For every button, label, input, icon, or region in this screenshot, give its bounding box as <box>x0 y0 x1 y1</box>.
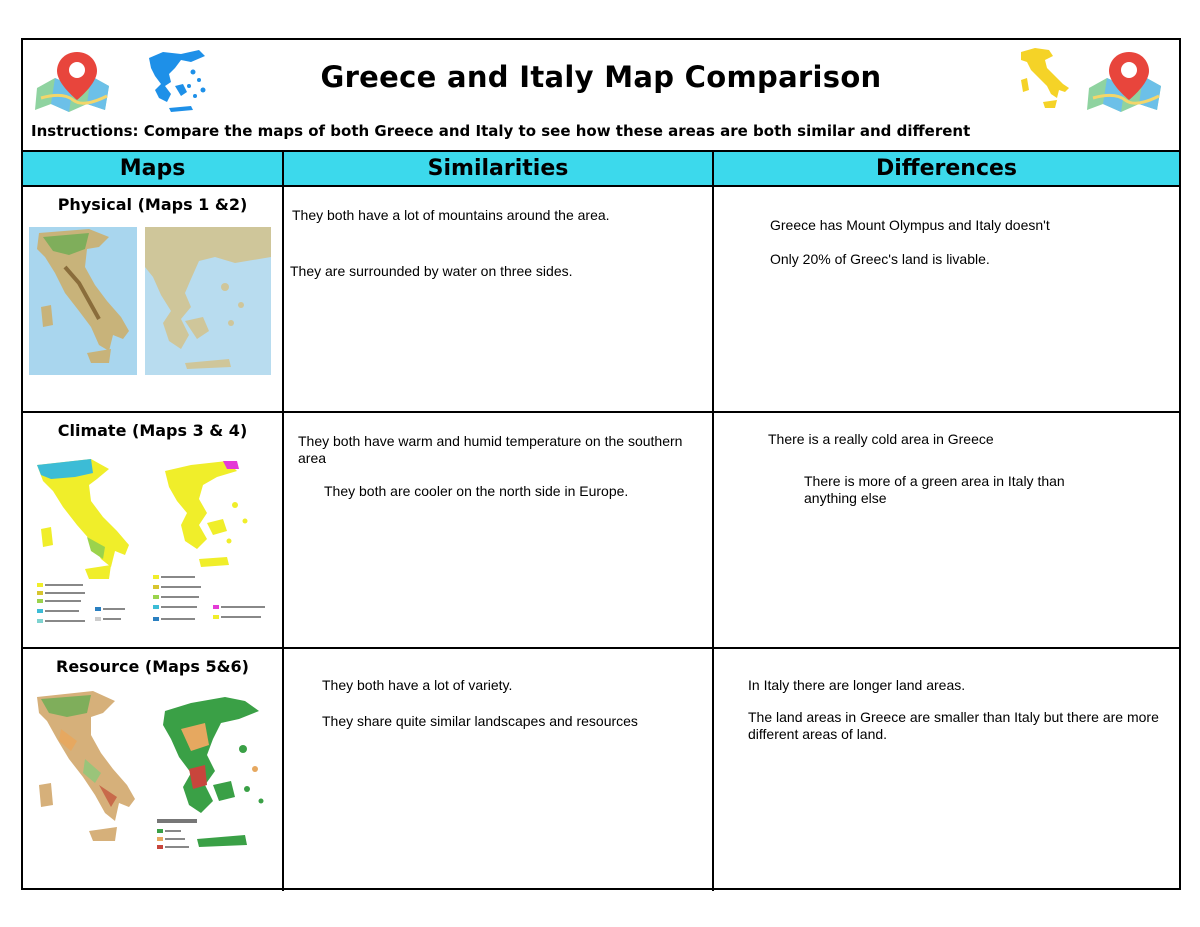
map-label: Resource (Maps 5&6) <box>56 657 249 676</box>
table-row <box>23 412 1179 648</box>
greece-physical-map <box>145 227 271 375</box>
similarity-note: They both are cooler on the north side in Europe. <box>324 483 629 499</box>
instructions-text: Instructions: Compare the maps of both Greece and Italy to see how these areas are both similar and different <box>31 122 971 140</box>
difference-note: There is a really cold area in Greece <box>768 431 994 447</box>
greece-resource-map <box>151 689 275 865</box>
italy-physical-map <box>29 227 137 375</box>
map-cell-physical <box>23 186 283 412</box>
similarity-note: They both have a lot of mountains around the area. <box>292 207 610 223</box>
column-header-similarities: Similarities <box>283 151 713 186</box>
similarities-cell-physical <box>283 186 713 412</box>
map-cell-climate <box>23 412 283 648</box>
worksheet <box>21 38 1181 890</box>
similarity-note: They both have a lot of variety. <box>322 677 513 693</box>
map-label: Climate (Maps 3 & 4) <box>57 421 248 440</box>
table-header-row <box>23 151 1179 186</box>
difference-note: The land areas in Greece are smaller than Italy but there are more different areas of land. <box>748 709 1159 742</box>
similarity-note: They both have warm and humid temperature on the southern area <box>298 433 683 466</box>
differences-cell-physical <box>713 186 1179 412</box>
similarity-note: They are surrounded by water on three sides. <box>290 263 573 279</box>
comparison-table <box>23 150 1179 891</box>
map-cell-resource <box>23 648 283 891</box>
differences-cell-resource <box>713 648 1179 891</box>
climate-map <box>31 455 271 633</box>
difference-note: Only 20% of Greec's land is livable. <box>770 251 990 267</box>
column-header-differences: Differences <box>713 151 1179 186</box>
map-pin-icon <box>1085 48 1165 114</box>
difference-note: Greece has Mount Olympus and Italy doesn't <box>770 217 1050 233</box>
page-title: Greece and Italy Map Comparison <box>320 60 882 94</box>
table-row <box>23 186 1179 412</box>
similarity-note: They share quite similar landscapes and resources <box>322 713 638 729</box>
similarities-cell-climate <box>283 412 713 648</box>
table-row <box>23 648 1179 891</box>
column-header-maps: Maps <box>23 151 283 186</box>
map-label: Physical (Maps 1 &2) <box>57 195 248 214</box>
difference-note: In Italy there are longer land areas. <box>748 677 966 693</box>
worksheet-header <box>23 40 1179 150</box>
difference-note: There is more of a green area in Italy than anything else <box>804 473 1065 506</box>
italy-resource-map <box>31 689 147 865</box>
similarities-cell-resource <box>283 648 713 891</box>
italy-map-icon <box>1013 44 1075 116</box>
differences-cell-climate <box>713 412 1179 648</box>
